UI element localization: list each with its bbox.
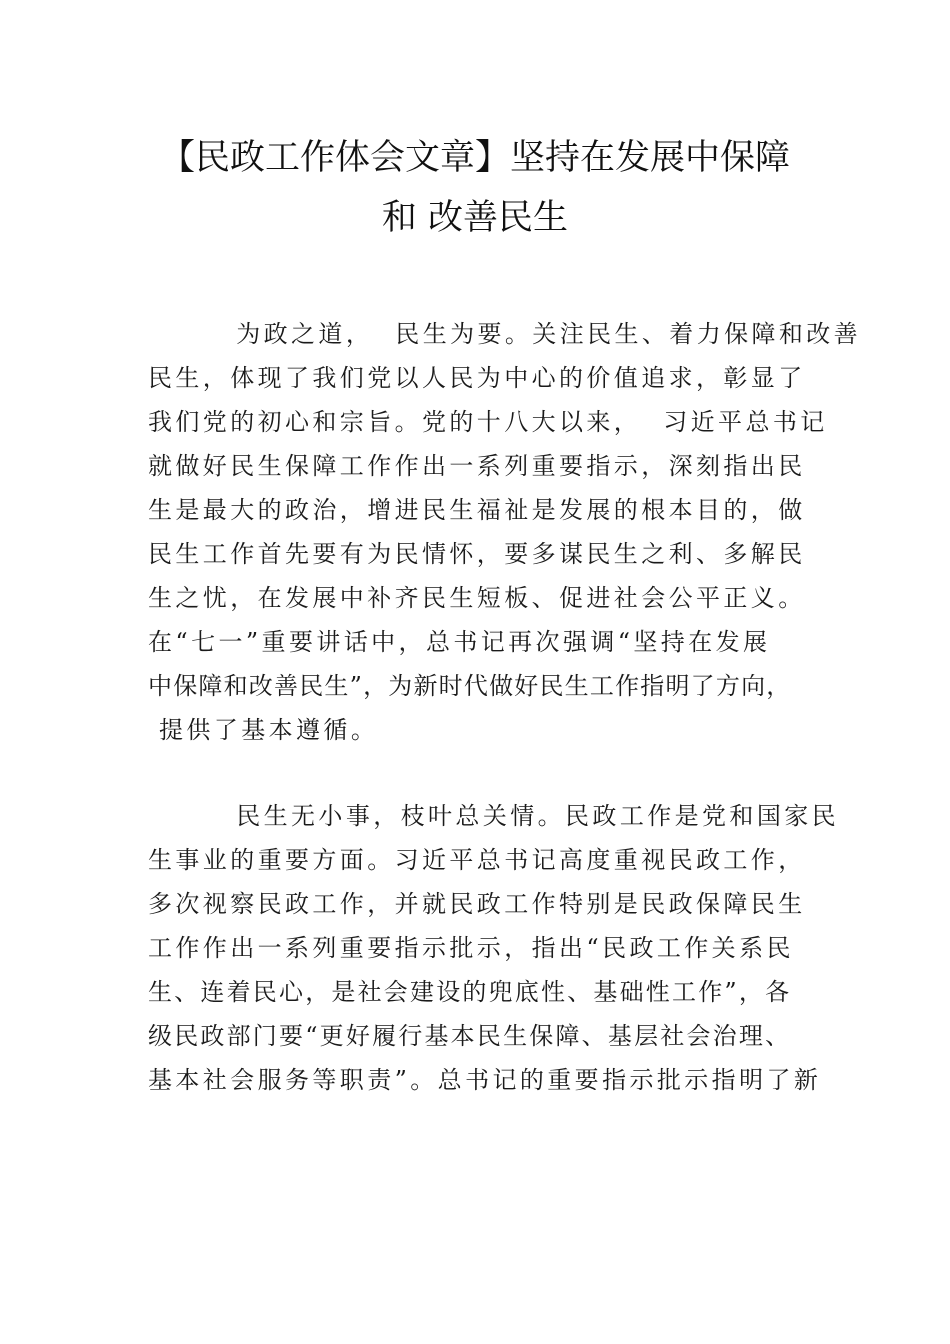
paragraph-line: 生之忧，在发展中补齐民生短板、促进社会公平正义。 xyxy=(148,584,806,612)
paragraph-line: 我们党的初心和宗旨。党的十八大以来， 习近平总书记 xyxy=(148,408,828,436)
paragraph-line: 生事业的重要方面。习近平总书记高度重视民政工作， xyxy=(148,846,806,874)
paragraph-2 xyxy=(148,794,840,1102)
paragraph-line: 生、连着民心，是社会建设的兜底性、基础性工作”，各 xyxy=(148,978,792,1006)
paragraph-line: 民生无小事，枝叶总关情。民政工作是党和国家民 xyxy=(148,802,840,830)
paragraph-line: 提供了基本遵循。 xyxy=(148,716,379,744)
document-title-line-1: 【民政工作体会文章】坚持在发展中保障 xyxy=(159,138,790,178)
document-title-line-2: 和 改善民生 xyxy=(381,198,569,238)
paragraph-line: 民生，体现了我们党以人民为中心的价值追求，彰显了 xyxy=(148,364,806,392)
paragraph-line: 就做好民生保障工作作出一系列重要指示，深刻指出民 xyxy=(148,452,806,480)
paragraph-line: 多次视察民政工作，并就民政工作特别是民政保障民生 xyxy=(148,890,806,918)
paragraph-1 xyxy=(148,312,862,752)
paragraph-line: 基本社会服务等职责”。总书记的重要指示批示指明了新 xyxy=(148,1066,822,1094)
paragraph-line: 级民政部门要“更好履行基本民生保障、基层社会治理、 xyxy=(148,1022,792,1050)
paragraph-line: 生是最大的政治，增进民生福祉是发展的根本目的，做 xyxy=(148,496,806,524)
paragraph-line: 在“七一”重要讲话中，总书记再次强调“坚持在发展 xyxy=(148,628,771,656)
paragraph-line: 中保障和改善民生”，为新时代做好民生工作指明了方向， xyxy=(148,672,792,700)
paragraph-line: 为政之道， 民生为要。关注民生、着力保障和改善 xyxy=(148,320,862,348)
paragraph-line: 工作作出一系列重要指示批示，指出“民政工作关系民 xyxy=(148,934,794,962)
paragraph-line: 民生工作首先要有为民情怀，要多谋民生之利、多解民 xyxy=(148,540,806,568)
